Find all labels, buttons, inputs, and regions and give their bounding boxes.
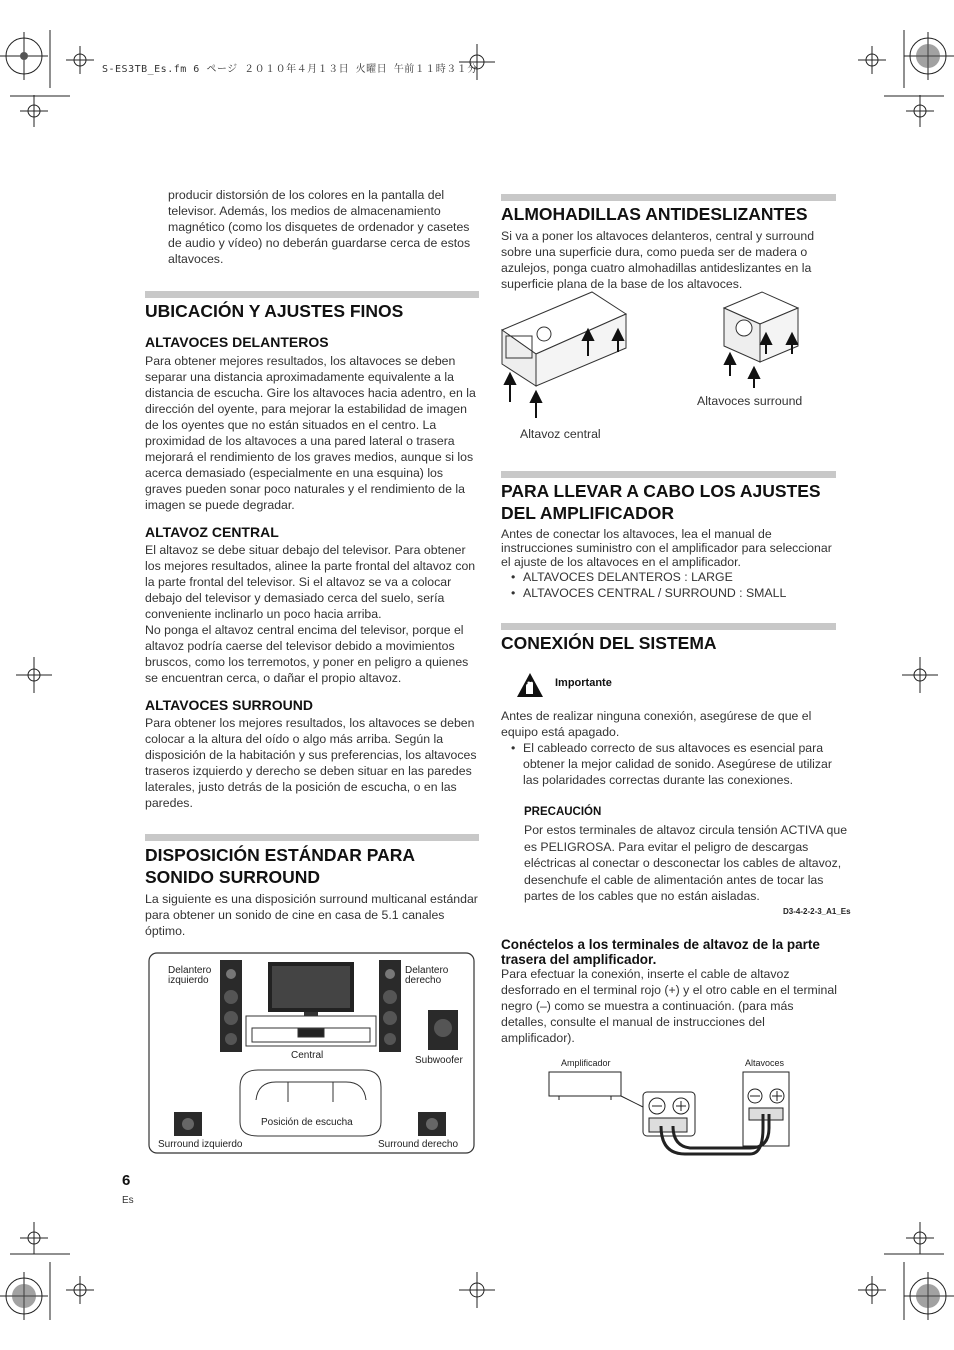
surround-right-speaker-icon <box>418 1112 446 1136</box>
svg-text:Delanteroderecho: Delantero derecho <box>405 965 449 986</box>
amplifier-settings-block <box>501 527 836 601</box>
amplifier-icon <box>549 1072 621 1100</box>
section-bar <box>145 291 479 298</box>
surround-left-speaker-icon <box>174 1112 202 1136</box>
subsection-title-center: ALTAVOZ CENTRAL <box>145 524 279 540</box>
center-speaker-text <box>145 542 479 686</box>
section-title-amplificador: PARA LLEVAR A CABO LOS AJUSTES DEL AMPLIFICADOR <box>501 481 821 523</box>
surround-speakers-text: Para obtener los mejores resultados, los altavoces se deben colocar a la altura del oído o algo más arriba. Según la disposición de la habitación y sus preferencias, los altavoces traseros izquierdo y derecho se deben situar en las paredes laterales, justo detrás de la posición de escucha, o en las paredes. <box>145 716 477 810</box>
surround-right-label: Surround derecho <box>378 1139 459 1150</box>
subsection-title-surround: ALTAVOCES SURROUND <box>145 697 313 713</box>
front-right-label: Delantero <box>405 965 449 976</box>
section-title-conexion: CONEXIÓN DEL SISTEMA <box>501 633 717 653</box>
front-right-speaker-icon <box>379 960 401 1052</box>
listen-position-label: Posición de escucha <box>261 1117 353 1128</box>
section-bar <box>145 834 479 841</box>
layout-intro-text: La siguiente es una disposición surround multicanal estándar para obtener un sonido de cine en casa de 5.1 canales óptimo. <box>145 892 478 938</box>
center-text-2: No ponga el altavoz central encima del televisor, porque el altavoz podría caerse del televisor debido a movimientos bruscos, como los terremotos, y poner en peligro a quienes se encuentran cerca, o dañar el propio altavoz. <box>145 623 469 685</box>
central-speaker-label: Altavoz central <box>520 427 601 441</box>
pads-illustration <box>500 290 835 440</box>
caution-title: PRECAUCIÓN <box>524 806 602 818</box>
central-label: Central <box>291 1050 324 1061</box>
front-left-speaker-icon <box>220 960 242 1052</box>
subwoofer-label: Subwoofer <box>415 1055 463 1066</box>
amplifier-text: Antes de conectar los altavoces, lea el manual de instrucciones suministro con el amplificador para seleccionar el ajuste de los altavoces en el amplificador. <box>501 527 832 569</box>
surround-speakers-label: Altavoces surround <box>697 394 803 408</box>
center-text-1: El altavoz se debe situar debajo del televisor. Para obtener los mejores resultados, alinee la parte frontal del altavoz con la parte frontal del televisor. Si el altavoz se va a colocar debajo del televisor y demasiado cerca del suelo, sería conveniente inclinarlo un poco hacia arriba. <box>145 543 476 621</box>
connection-block <box>501 708 836 788</box>
svg-text:Delanteroizquierdo: Delantero izquierdo <box>168 965 212 986</box>
intro-paragraph: producir distorsión de los colores en la pantalla del televisor. Además, los medios de almacenamiento magnético (como los disquetes de ordenador y casetes de audio y vídeo) no deberán guardarse cerca de estos altavoces. <box>168 188 471 266</box>
section-bar <box>501 471 836 478</box>
surround-layout-diagram <box>148 952 475 1154</box>
subsection-title-front: ALTAVOCES DELANTEROS <box>145 334 329 350</box>
speaker-connection-diagram <box>545 1068 795 1160</box>
surround-left-label: Surround izquierdo <box>158 1139 243 1150</box>
speakers-label: Altavoces <box>745 1058 785 1068</box>
front-speakers-text: Para obtener mejores resultados, los altavoces se deben separar una distancia aproximadamente equivalente a la distancia de escucha. Gire los altavoces hacia adentro, en la dirección del oyente, para mejorar la estabilidad de imagen de los oyentes que no están situados en el centro. La proximidad de los altavoces a una pared lateral o trasera mejorará el rendimiento de los graves medios, aunque si los acerca demasiado (especialmente en una esquina) los graves pueden sonar poco naturales y el rendimiento de la imagen se puede degradar. <box>145 354 476 512</box>
front-left-label: Delantero <box>168 965 212 976</box>
section-title-disposicion: DISPOSICIÓN ESTÁNDAR PARA SONIDO SURROUND <box>145 845 415 887</box>
caution-text: Por estos terminales de altavoz circula tensión ACTIVA que es PELIGROSA. Para evitar el peligro de descargas eléctricas al conectar o desconectar los cables de altavoz, desenchufe el cable de alimentación antes de tocar las partes de los cables que no están aisladas. <box>524 823 848 903</box>
connect-text: Para efectuar la conexión, inserte el cable de altavoz desforrado en el terminal rojo (+) y el otro cable en el terminal negro (–) como se muestra a continuación. (para más detalles, consulte el manual de instrucciones del amplificador). <box>501 967 837 1045</box>
surround-speaker-box-icon <box>724 292 798 362</box>
speaker-terminal-icon <box>743 1072 789 1146</box>
connection-text: Antes de realizar ninguna conexión, asegúrese de que el equipo está apagado. <box>501 709 812 739</box>
tv-icon <box>268 962 354 1016</box>
section-title-ubicacion: UBICACIÓN Y AJUSTES FINOS <box>145 301 404 321</box>
warning-hand-icon <box>516 672 544 698</box>
bullet-center-surround-small: • ALTAVOCES CENTRAL / SURROUND : SMALL <box>501 585 836 601</box>
section-title-almohadillas: ALMOHADILLAS ANTIDESLIZANTES <box>501 204 808 224</box>
section-bar <box>501 194 836 201</box>
important-label: Importante <box>555 677 612 689</box>
center-speaker-box-icon <box>502 292 626 386</box>
pads-text: Si va a poner los altavoces delanteros, central y surround sobre una superficie dura, como pueda ser de madera o azulejos, ponga cuatro almohadillas antideslizantes en la superficie plana de la base de los altavoces. <box>501 229 815 291</box>
wiring-bullet: • El cableado correcto de sus altavoces es esencial para obtener la mejor calidad de sonido. Asegúrese de utilizar las polaridades correctas durante las conexiones. <box>501 740 836 788</box>
page-number: 6 <box>122 1172 131 1189</box>
subwoofer-icon <box>428 1010 458 1050</box>
amplifier-terminal-icon <box>643 1092 695 1136</box>
section-bar <box>501 623 836 630</box>
connect-title: Conéctelos a los terminales de altavoz de la parte trasera del amplificador. <box>501 937 820 967</box>
amplifier-label: Amplificador <box>561 1058 611 1068</box>
file-info-header: S-ES3TB_Es.fm 6 ページ ２０１０年４月１３日 火曜日 午前１１時３１分 <box>102 64 478 75</box>
reference-code: D3-4-2-2-3_A1_Es <box>783 907 851 916</box>
bullet-front-large: • ALTAVOCES DELANTEROS : LARGE <box>501 569 836 585</box>
language-code: Es <box>122 1195 134 1206</box>
